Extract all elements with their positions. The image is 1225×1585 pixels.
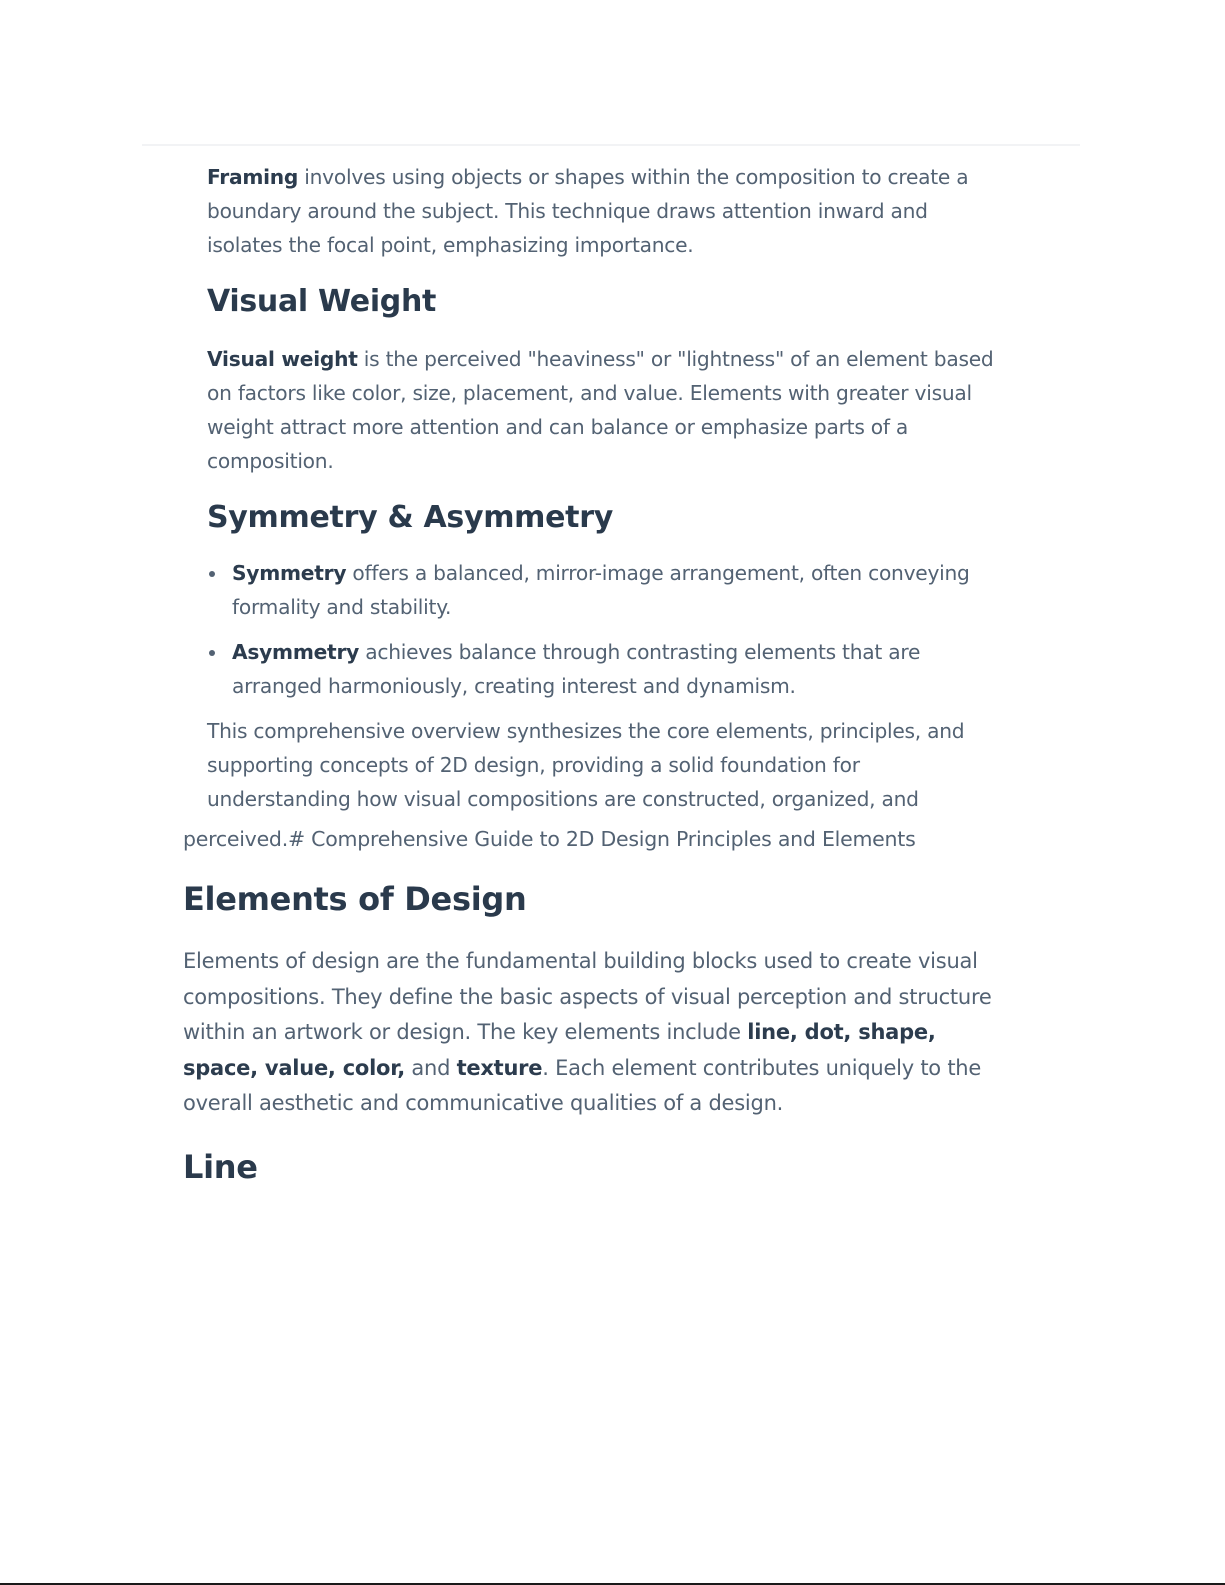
framing-paragraph [207, 160, 1007, 262]
visual-weight-heading: Visual Weight [207, 284, 437, 319]
symmetry-list [207, 556, 1007, 703]
asymmetry-text: achieves balance through contrasting elements that are arranged harmoniously, creating interest and dynamism. [232, 640, 921, 698]
elements-of-design-heading: Elements of Design [183, 880, 527, 918]
elements-section [183, 878, 1003, 1188]
visual-weight-term: Visual weight [207, 347, 358, 371]
list-item [207, 635, 1007, 703]
symmetry-term: Symmetry [232, 561, 347, 585]
framing-text: involves using objects or shapes within the composition to create a boundary around the subject. This technique draws attention inward and isolates the focal point, emphasizing importance. [207, 165, 969, 257]
elements-closing-text: . Each element contributes uniquely to the overall aesthetic and communicative qualities of a design. [183, 1055, 982, 1115]
visual-weight-paragraph [207, 342, 1007, 478]
top-divider [142, 144, 1080, 146]
asymmetry-term: Asymmetry [232, 640, 360, 664]
framing-term: Framing [207, 165, 299, 189]
elements-bold-texture: texture [456, 1055, 543, 1080]
symmetry-text: offers a balanced, mirror-image arrangement, often conveying formality and stability. [232, 561, 970, 619]
elements-bold-list: line, dot, shape, space, value, color, [183, 1020, 936, 1080]
overview-paragraph: This comprehensive overview synthesizes the core elements, principles, and supporting concepts of 2D design, providing a solid foundation for understanding how visual compositions are constructed, organized, and [207, 719, 965, 811]
elements-and-text: and [404, 1055, 457, 1080]
elements-intro-text: Elements of design are the fundamental building blocks used to create visual compositions. They define the basic aspects of visual perception and structure within an artwork or design. The key elements include [183, 949, 992, 1044]
elements-paragraph [183, 944, 1003, 1122]
line-heading: Line [183, 1147, 258, 1186]
overview-continuation: perceived.# Comprehensive Guide to 2D Design Principles and Elements [183, 827, 916, 851]
continued-section [207, 158, 1007, 816]
list-item [207, 556, 1007, 624]
visual-weight-text: is the perceived "heaviness" or "lightness" of an element based on factors like color, size, placement, and value. Elements with greater visual weight attract more attention and can balance or emphasize parts of a composition. [207, 347, 994, 473]
symmetry-heading: Symmetry & Asymmetry [207, 500, 613, 535]
